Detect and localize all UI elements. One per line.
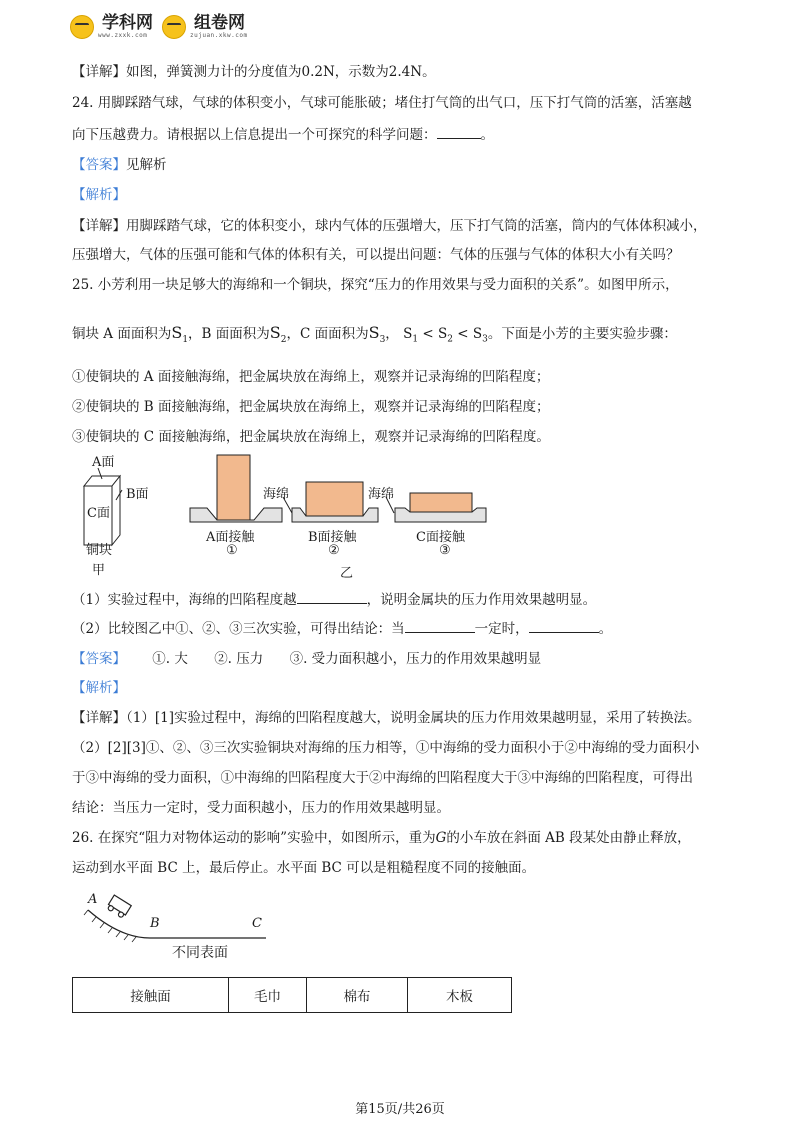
q26-figure [80,890,280,965]
q24-answer-blank [437,124,481,139]
label-sponge-2: 海绵 [368,487,395,502]
q26-stem-line2: 运动到水平面 BC 上，最后停止。水平面 BC 可以是粗糙程度不同的接触面。 [72,860,536,876]
var-g: G [435,830,447,846]
q24-detail-line2: 压强增大，气体的压强可能和气体的体积有关，可以提出问题：气体的压强与气体的体积大小有关吗？ [72,247,680,263]
logo-zxxk [70,14,153,39]
label-fig-jia: 甲 [92,563,106,578]
q25-step-1: ①使铜块的 A 面接触海绵，把金属块放在海绵上，观察并记录海绵的凹陷程度； [72,369,550,385]
logo-zujuan-name: 组卷网 [194,13,245,33]
table-cell: 毛巾 [229,978,307,1013]
q25-figure-drawing [70,450,510,580]
q24-stem-line1: 24. 用脚踩踏气球，气球的体积变小，气球可能胀破；堵住打气筒的出气口，压下打气筒的活塞，活塞越 [72,95,692,111]
q24-detail-line1: 【详解】用脚踩踏气球，它的体积变小，球内气体的压强增大，压下打气筒的活塞，筒内的气体体积减小， [72,218,707,234]
label-contact-a: A面接触 [206,530,255,545]
q25-stem-c: ，C 面面积为 [286,326,369,342]
q25-stem-e: 。下面是小芳的主要实验步骤： [487,326,677,342]
logo-face-icon [162,15,186,39]
label-point-c: C [252,916,262,931]
q25-stem-b: ，B 面面积为 [188,326,270,342]
label-num-2: ② [328,543,340,558]
table-cell: 木板 [408,978,512,1013]
answer-tag: 【答案】 [72,651,126,667]
q25-subq2: （2）比较图乙中①、②、③三次实验，可得出结论：当 一定时， 。 [72,618,612,639]
q24-stem-end: 。 [480,127,494,143]
logo-zujuan [162,14,248,39]
label-contact-c: C面接触 [416,530,465,545]
q25-stem-a: 铜块 A 面面积为 [72,326,172,342]
label-face-c: C面 [87,506,110,521]
var-s2: $S_2$ [269,323,287,346]
q25-subq1: （1）实验过程中，海绵的凹陷程度越 ，说明金属块的压力作用效果越明显。 [72,589,596,610]
q25-blank-2 [405,618,475,633]
q25-detail-line2: （2）[2][3]①、②、③三次实验铜块对海绵的压力相等，①中海绵的受力面积小于②中海绵的受力面积小 [72,740,700,756]
var-s3: $S_3$ [368,323,386,346]
q24-stem-text: 向下压越费力。请根据以上信息提出一个可探究的科学问题： [72,127,437,143]
label-num-3: ③ [439,543,451,558]
var-s1: $S_1$ [171,323,189,346]
q25-detail-line1: 【详解】（1）[1]实验过程中，海绵的凹陷程度越大，说明金属块的压力作用效果越明显，采用了转换法。 [72,710,701,726]
q24-answer [72,155,167,175]
q25-answer-1: ①. 大 [152,651,188,667]
q25-answer-2: ②. 压力 [214,651,264,667]
q26-stem-line1: 26. 在探究“阻力对物体运动的影响”实验中，如图所示，重为G的小车放在斜面 AB 段某处由静止释放， [72,830,691,846]
label-face-b: B面 [126,487,149,502]
label-fig-yi: 乙 [340,566,354,581]
label-point-b: B [150,916,160,931]
area-inequality: $S_1 < S_2 < S_3$ [403,326,488,345]
q25-detail-line4: 结论：当压力一定时，受力面积越小，压力的作用效果越明显。 [72,800,450,816]
block-a [217,455,250,520]
q25-stem-line1: 25. 小芳利用一块足够大的海绵和一个铜块，探究“压力的作用效果与受力面积的关系”。如图甲所示， [72,277,679,293]
answer-tag: 【答案】 [72,157,126,173]
block-c [410,493,472,512]
label-point-a: A [88,892,98,907]
table-row [73,978,512,1013]
logo-face-icon [70,15,94,39]
cart-icon [106,895,131,919]
q25-blank-3 [529,618,599,633]
label-sponge-1: 海绵 [263,487,290,502]
label-contact-b: B面接触 [308,530,357,545]
page-number: 第15页/共26页 [355,1102,445,1117]
label-surface: 不同表面 [172,945,228,961]
surface-table [72,977,512,1013]
q25-stem-d: ， [385,326,399,342]
q24-stem-line2 [72,124,494,145]
logo-zxxk-url: www.zxxk.com [98,32,148,39]
table-cell: 接触面 [73,978,229,1013]
q24-answer-text: 见解析 [126,157,167,173]
q24-analysis-tag: 【解析】 [72,187,126,203]
q23-detail: 【详解】如图，弹簧测力计的分度值为0.2N，示数为2.4N。 [72,64,436,80]
q25-analysis-tag: 【解析】 [72,680,126,696]
q25-stem-line2 [72,320,677,353]
q25-figure [70,450,510,580]
q25-step-3: ③使铜块的 C 面接触海绵，把金属块放在海绵上，观察并记录海绵的凹陷程度。 [72,429,550,445]
q25-blank-1 [297,589,367,604]
label-copper-block: 铜块 [86,543,113,558]
q25-answer [72,649,541,669]
block-b [306,482,363,516]
q25-detail-line3: 于③中海绵的受力面积，①中海绵的凹陷程度大于②中海绵的凹陷程度大于③中海绵的凹陷程度，可得出 [72,770,693,786]
logo-zujuan-url: zujuan.xkw.com [190,32,248,39]
table-cell: 棉布 [307,978,408,1013]
label-num-1: ① [226,543,238,558]
q25-step-2: ②使铜块的 B 面接触海绵，把金属块放在海绵上，观察并记录海绵的凹陷程度； [72,399,550,415]
q25-answer-3: ③. 受力面积越小，压力的作用效果越明显 [289,651,542,667]
logo-zxxk-name: 学科网 [102,13,153,33]
label-face-a: A面 [92,455,115,470]
